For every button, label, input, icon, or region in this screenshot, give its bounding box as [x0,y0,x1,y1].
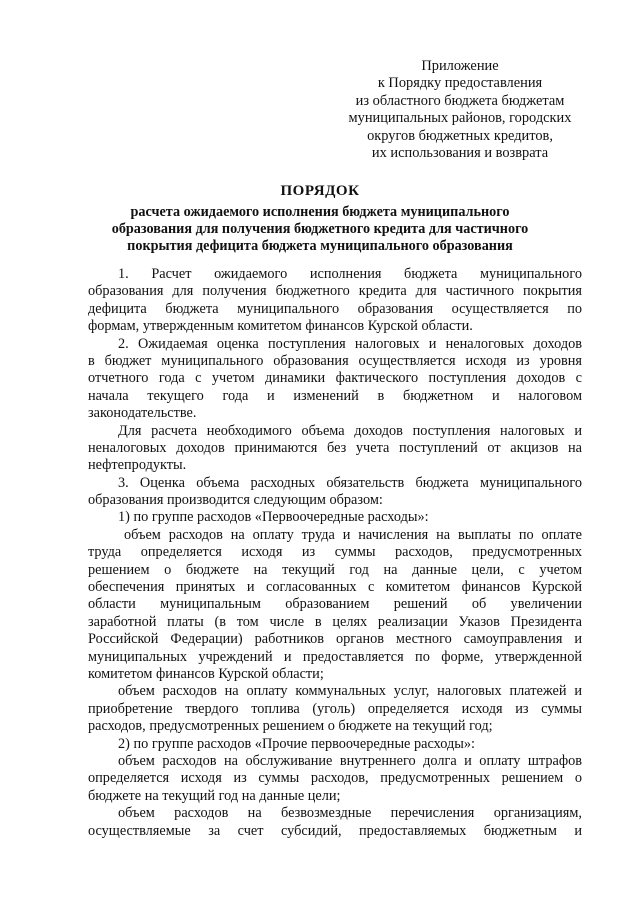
document-title: ПОРЯДОК [280,183,360,199]
body-line: 2) по группе расходов «Прочие первоочередные расходы»: [118,735,475,752]
appendix-line: к Порядку предоставления [377,75,543,92]
body-line: 2. Ожидаемая оценка поступления налоговых и неналоговых доходов [118,335,582,352]
body-line: Российской Федерации) работников органов местного самоуправления и [88,631,582,648]
body-line: приобретение твердого топлива (уголь) определяется исходя из суммы [88,700,582,717]
appendix-header [330,58,590,162]
body-line: начала текущего года и изменений в бюджетном и налоговом [88,387,582,404]
body-line: неналоговых доходов принимаются без учета поступлений от акцизов на [88,439,582,456]
body-line: муниципальных учреждений и предоставляется по форме, утвержденной [88,648,582,665]
document-subtitle [60,204,580,256]
body-line: объем расходов на оплату труда и начисления на выплаты по оплате [124,526,582,543]
subtitle-line: покрытия дефицита бюджета муниципального образования [127,238,513,255]
appendix-line: муниципальных районов, городских [348,110,572,127]
body-line: расходов, предусмотренных решением о бюджете на текущий год; [88,718,493,735]
body-line: объем расходов на безвозмездные перечисления организациям, [118,805,582,822]
subtitle-line: расчета ожидаемого исполнения бюджета муниципального [130,204,510,220]
body-line: отчетного года с учетом динамики фактического поступления доходов с [88,370,582,387]
body-line: в бюджет муниципального образования осуществляется исходя из уровня [88,352,582,369]
body-line: комитетом финансов Курской области; [88,665,324,682]
appendix-line: из областного бюджета бюджетам [355,92,565,109]
document-body [88,266,582,840]
appendix-line: их использования и возврата [371,145,549,162]
body-line: заработной платы (в том числе в целях реализации Указов Президента [88,613,582,630]
body-line: решением о бюджете на текущий год на данные цели, с учетом [88,561,582,578]
body-line: объем расходов на оплату коммунальных услуг, налоговых платежей и [118,683,582,700]
appendix-line: округов бюджетных кредитов, [367,127,553,144]
body-line: 1) по группе расходов «Первоочередные расходы»: [118,509,429,526]
body-line: Для расчета необходимого объема доходов поступления налоговых и [118,422,582,439]
body-line: нефтепродукты. [88,457,187,474]
body-line: труда определяется исходя из суммы расходов, предусмотренных [88,544,582,561]
body-line: образования для получения бюджетного кредита для частичного покрытия [88,283,582,300]
subtitle-line: образования для получения бюджетного кредита для частичного [111,221,529,238]
body-line: 3. Оценка объема расходных обязательств бюджета муниципального [118,474,582,491]
body-line: обеспечения принятых и согласованных с комитетом финансов Курской [88,579,582,596]
body-line: образования производится следующим образом: [88,492,383,509]
body-line: бюджете на текущий год на данные цели; [88,787,341,804]
body-line: 1. Расчет ожидаемого исполнения бюджета муниципального [118,266,582,282]
body-line: определяется исходя из суммы расходов, предусмотренных решением о [88,770,582,787]
body-line: формам, утвержденным комитетом финансов Курской области. [88,318,473,335]
body-line: дефицита бюджета муниципального образования осуществляется по [88,300,582,317]
body-line: законодательстве. [88,405,197,422]
body-line: объем расходов на обслуживание внутреннего долга и оплату штрафов [118,752,582,769]
body-line: области муниципальным образованием решений об увеличении [88,596,582,613]
appendix-line: Приложение [421,58,499,74]
body-line: осуществляемые за счет субсидий, предоставляемых бюджетным и [88,822,582,839]
